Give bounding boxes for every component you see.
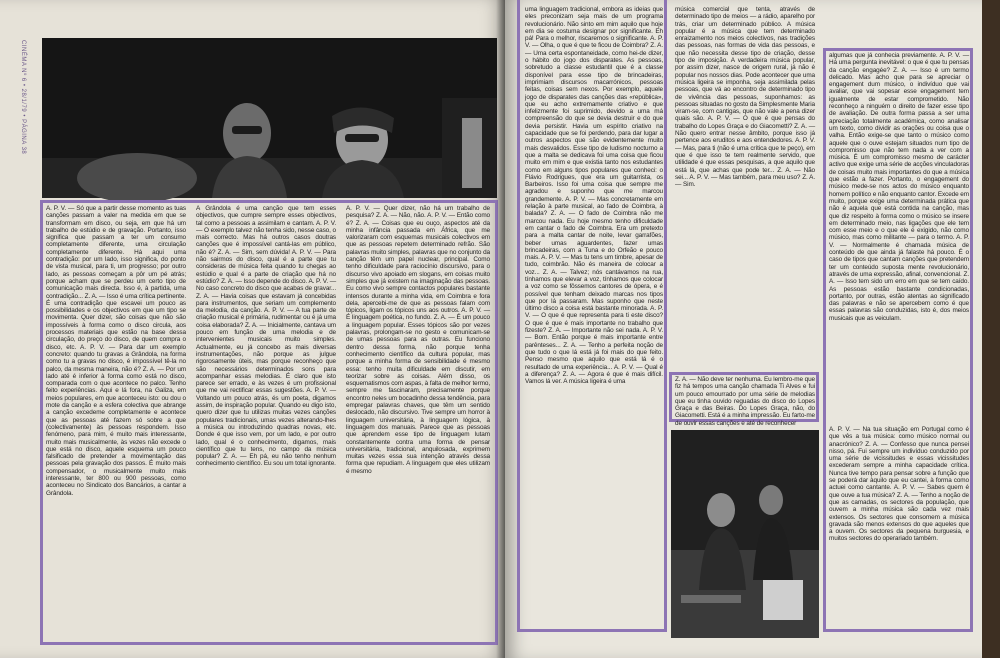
- right-column-1: [525, 6, 663, 628]
- right-magazine-page: [505, 0, 982, 658]
- right-column-3-bottom-text: A. P. V. — Na tua situação em Portugal como é que vês a tua música: como músico normal ou anacrónico? Z. A. — Confesso que nunca pensei nisso, pá. Fui sempre um indivíduo conduzido por uma série de vicissitudes e essas vicissitudes excederam sempre a minha capacidade crítica. Nunca tive tempo para pensar sobre a função que se poderá dar àquilo que eu cantei, à forma como actuei como cantante. A. P. V. — Sabes quem é que ouve a tua música? Z. A. — Tenho a noção de que as camadas, os sectores da população, que ouvem a minha música são cada vez mais extensos. Os sectores que consomem a música gravada são menos extensos do que aqueles que a ouvem. Os sectores da pequena burguesia, e muitos sectores do operariado também.: [829, 426, 969, 543]
- right-column-3-top-text: algumas que já conhecia previamente. A. P. V. — Há uma pergunta inevitável: o que é que tu pensas da canção engagée? Z. A. — Isso é um termo delicado. Mas acho que para se apreciar o engagement dum músico, o indivíduo que vai avaliar, que vai sopesar esse engagement tem igualmente de estar comprometido. Não reconheço a ninguém o direito de fazer esse tipo de avaliação. De outra forma passa a ser uma apreciação totalmente académica, como analisar um texto, como dividir as orações ou coisa que o valha. Então exige-se que tanto o músico como aquele que o ouve estejam situados num tipo de compromisso que não tem nada a ver com a música. É um compromisso mesmo de carácter activo que exige uma série de acções vinculadoras de coisas muito mais importantes do que a música que estão a fazer. Portanto, o engagement do músico mede-se nos actos do músico enquanto homem político e não enquanto cantor. Excede em muito, porque exige uma determinada prática que não é aquela que está contida na canção, mas que diz respeito à forma como o músico se insere em determinado meio, nas ligações que ele tem com esse meio e o que ele é exigido, não como músico, mas como militante — para o termo. A. P. V. — Normalmente é chamada música de conteúdo de que ainda já falaste há pouco. É o caso de tipos que cantam canções que pretendem ter um conteúdo suposta mente revolucionário, através de uma expressão, afinal, convencional. Z. A. — Isso tem sido um erro em que se tem caído. As pessoas estão bastante condicionadas, portanto, por outras, estão atentas ao significado das palavras e não se apercebem como é que essas palavras são conduzidas, isto é, dos meios musicais que as veiculam.: [829, 52, 969, 322]
- right-column-2-bottom-text: Z. A. — Não deve ter nenhuma. Eu lembro-me que fiz há tempos uma canção chamada Ti Alves e fui um pouco emourrado por uma série de melodias que eu tinha ouvido reguadas do disco do Lopes Graça e das Beiras. Do Lopes Graça, não, do Giacometti. Está é a minha impressão. Eu farto-me de ouvir essas canções e até de reconhecer: [675, 376, 816, 427]
- left-column-2: [196, 205, 336, 641]
- table-edge: [982, 0, 1000, 658]
- interview-photo-graphic: [42, 38, 497, 198]
- right-column-3-bottom: [829, 426, 969, 626]
- right-column-1-text: uma linguagem tradicional, embora as ideias que eles preconizam seja mais de um programa revolucionário. Não sinto em mim aquilo que hoje em dia se costuma designar por significante. Eh pá! Para o melhor, riscaremos o significante. A. P. V. — Olha, o que é que te ficou de Coimbra? Z. A. — Uma certa espontaneidade, como hei-de dizer, o hábito do jogo dos disparates. As pessoas, sobretudo a classe estudantil que é a classe disponível para esse tipo de brincadeiras, imprimiam discursos macarrónicos, pessoas feitas, coisas sem nexos. Por exemplo, aquele jogo de disparates das canções das «república», que eu acho extremamente criativo e que infelizmente foi suprimido, devido a uma má compreensão do que se devia destruir e do que devia persistir. Havia um espírito criativo na capacidade que se foi perdendo, para dar lugar a outros aspectos que são evidentemente muito mais desvalidos. Esse tipo de ludismo nocturno a que a malta se dedicava foi uma coisa que ficou muito em mim e que existia tanto nos estudantes como em alguns tipos populares que conheci: o Flávio Rodrigues, que era um guitarrista, os Barbeiros. Isso foi uma coisa que sempre me agradou e suponho que me marcou grandemente. A. P. V. — Mas concretamente em relação à parte musical, ao fado de Coimbra, à balada? Z. A. — O fado de Coimbra não me marcou nada. Eu hoje mesmo tenho dificuldade em cantar o fado de Coimbra. Era um pretexto para a malta cantar de noite, levar garrafões, beber umas aguardentes, fazer umas brincadeiras, com a Tuna e do Orfeão e pouco mais. A. P. V. — Mas tu tens um timbre, apesar de tudo, coimbrão. Não és maneira de colocar a voz... Z. A. — Talvez; nós cantávamos na rua, tínhamos que elevar a voz, tínhamos que colocar a voz como se fôssemos cantores de ópera, e é possível que tenham deixado marcas nos tipos que por lá passaram. Mas suponho que neste último disco a coisa está bastante minorada. A. P. V. — O que é que representa para ti este disco? O que é que é mais importante no trabalho que fizeste? Z. A. — Importante não sei nada. A. P. V. — Bom. Então porque é mais importante entre parênteses... Z. A. — Tenho a perfeita noção de que tudo o que lá está já foi mais do que feito. Penso mesmo que aquilo que está lá é o resultado de uma experiência... A. P. V. — Qual é a diferença? Z. A. — Agora é que é mais difícil. Vamos lá ver. A música ligeira é uma: [525, 6, 663, 386]
- right-column-3-top: [829, 52, 969, 422]
- left-column-3-text: A. P. V. — Quer dizer, não há um trabalho de pesquisa? Z. A. — Não, não. A. P. V. — Então como é? Z. A. — Coisas que eu ouço, aspectos até da minha infância passada em África, que me valorizaram com esquemas musicais colectivos em que as pessoas repetem determinado refrão. São palavras muito simples, palavras que no conjunto da canção têm um papel nuclear, principal. Como tenho dificuldade para raciocínio discursivo, para o discurso vivo apoiado em slogans, em coisas muito simples que já existem na imaginação das pessoas. Eu como vivo sempre contactos populares bastante intensos durante a minha vida, em Coimbra e fora dela, apercebi-me de que as pessoas falam com tópicos, ligam os tópicos uns aos outros. A. P. V. — É linguagem poética, no fundo. Z. A. — É um pouco a linguagem popular. Esses tópicos são por vezes palavras, prolongam-se no gesto e comunicam-se de umas pessoas para as outras. Eu funciono dentro dessa forma, não porque tenha conhecimento científico da cultura popular, mas porque a minha forma de sensibilidade é mesmo essa: tenho muita dificuldade em discutir, em teorizar sobre as coisas. Além disso, os esquematismos com aspas, à falta de melhor termo, sempre me fascinaram, precisamente porque encontro neles um bocadinho dessa tendência, para empregar palavras chaves, que têm um sentido deslocado, não discursivo. Tive sempre um horror à linguagem universitária, à linguagem lógica, à linguagem dos manuais. Parece que as pessoas que aprendem esse tipo de linguagem lutam constantemente contra uma forma de pensar universitária, tradicional, anquilosada, exprimem muitas vezes essa sua intenção através dessa forma que repudiam. A linguagem que eles utilizam é mesmo: [346, 205, 490, 475]
- interview-photo-bottom: [671, 430, 819, 638]
- right-column-2-top: [675, 6, 815, 376]
- interview-photo-top: [42, 38, 497, 198]
- left-column-3: [346, 205, 490, 641]
- right-column-2-top-text: música comercial que tenta, através de determinado tipo de meios — a rádio, aparelho por trás, criar um determinado público. A música popular é a música que tem determinado enraizamento nos meios colectivos, nas tradições das pessoas, nas formas de vida das pessoas, e que não necessita desse tipo de criação, desse tipo de imposição. A verdadeira música popular, por assim dizer, nasce de origem rural, já não é popular nos nossos dias. Pode acontecer que uma música ligeira se imponha, seja assimilada pelas pessoas, que vá ao encontro de determinado tipo de vivência das pessoas, suponhamos: as pessoas situadas no gosto da Simplesmente Maria viram-se, com cantigas, que não vale a pena dizer quais são. A. P. V. — O que é que pensas do trabalho do Lopes Graça e do Giacometti? Z. A. — Não quero entrar nesse âmbito, porque isso já pertence aos eruditos e aos entendedores. A. P. V. — Mas, para ti (não é uma crítica que te peço), em que é que isso te tem realmente servido, que utilidade é que essas pesquisas, a que aquilo que está lá, que achas que pode ter... Z. A. — Não sei... A. P. V. — Mas também, para meu uso? Z. A. — Sim.: [675, 6, 815, 189]
- left-column-1-text: A. P. V. — Só que a partir desse momento as tuas canções passam a valer na medida em que se transformam em disco, ou seja, em que há um trabalho de estúdio e de gravação. Portanto, isso significa que passam a ter um consumo completamente diferente, uma circulação completamente diferente. Há aqui uma contradição: por um lado, isso significa, do ponto de vista musical, para ti, um progresso; por outro lado, as pessoas começam a pôr um pé atrás; porque acham que se perdeu um certo tipo de comunicação mais directa. Isso é, à partida, uma contradição... Z. A. — Isso é uma crítica pertinente. É uma contradição que escavei um pouco as possibilidades e os objectivos em que um tipo se movimenta. Quer dizer, são coisas que não são impossíveis à forma como o disco circula, aos processos materiais que estão na base dessa circulação, do preço do disco, de quem compra o disco, etc. A. P. V. — Para dar um exemplo concreto: quando tu gravas a Grândola, na forma como tu a gravas no disco, é impossível tê-la no palco, da mesma maneira, não é? Z. A. — Por um lado até é inferior à forma como está no disco, comparada com o que acontece no palco. Tenho feito experiências. Aqui e lá fora, na Galiza, em meios populares, em que aconteceu isto: ou dou o mote da canção e a esfera colectiva que abrange a canção excedeme completamente e acontece que as pessoas até fazem só sobre a que (colectivamente) às pessoas respondem. Isso fenómeno, para mim, é muito mais interessante, muito mais musicalmente, às vezes não excede o que está no disco, aquele esquema um pouco falsificado de pretender a movimentação das pessoas pela gravação dos passos. É muito mais compensador, o musicalmente muito mais interessante, ter 800 ou 900 pessoas, como aconteceu no Sindicato dos Bancários, a cantar a Grândola.: [46, 205, 186, 497]
- right-column-2-bottom: [675, 376, 816, 427]
- interview-photo-bottom-graphic: [671, 430, 819, 638]
- left-column-1: [46, 205, 186, 641]
- left-page-side-label: CINÉMA Nº 6 • 28/1/79 • PÁGINA 38: [20, 40, 26, 155]
- left-column-2-text: A Grândola é uma canção que tem esses objectivos, que cumpre sempre esses objectivos, tal como a pessoas a assimilam e cantam. A. P. V. — O exemplo talvez não tenha sido, nesse caso, o mais correcto. Mas há outros casos doutras canções que é impossível cantá-las em público, não é? Z. A. — Sim, sem dúvida! A. P. V. — Para não sairmos do disco, qual é a parte que tu consideras de música feita quando tu chegas ao estúdio e qual é a parte de criação que há no estúdio? Z. A. — Isso depende do disco. A. P. V. — No caso concreto do disco que acabas de gravar... Z. A. — Havia coisas que estavam já concebidas para instrumentos, que seriam um complemento da melodia, da canção. A. P. V. — A tua parte de criação musical é primária, rudimentar ou é já uma coisa elaborada? Z. A. — Inicialmente, cantava um pouco em função de uma melodia e de intervenientes musicais muito simples. Actualmente, eu já concebo as mais diversas instrumentações, não porque as julgue rigorosamente úteis, mas porque reconheço que são necessários determinados sons para acompanhar essas melodias. É claro que isto parece ser errado, e às vezes é um profissional que me vai rectificar essas sugestões. A. P. V. — Voltando um pouco atrás, és um poeta, digamos assim, de inspiração popular. Quando eu digo isto, quero dizer que tu utilizas muitas vezes canções populares tradicionais, umas vezes alterando-lhes a música ou introduzindo quadras novas, etc. Donde é que isso vem, por um lado, e por outro lado, qual é o conhecimento, digamos, mais científico que tu tens, no campo da música popular? Z. A. — Eh pá, eu não tenho nenhum conhecimento científico. Eu sou um total ignorante.: [196, 205, 336, 468]
